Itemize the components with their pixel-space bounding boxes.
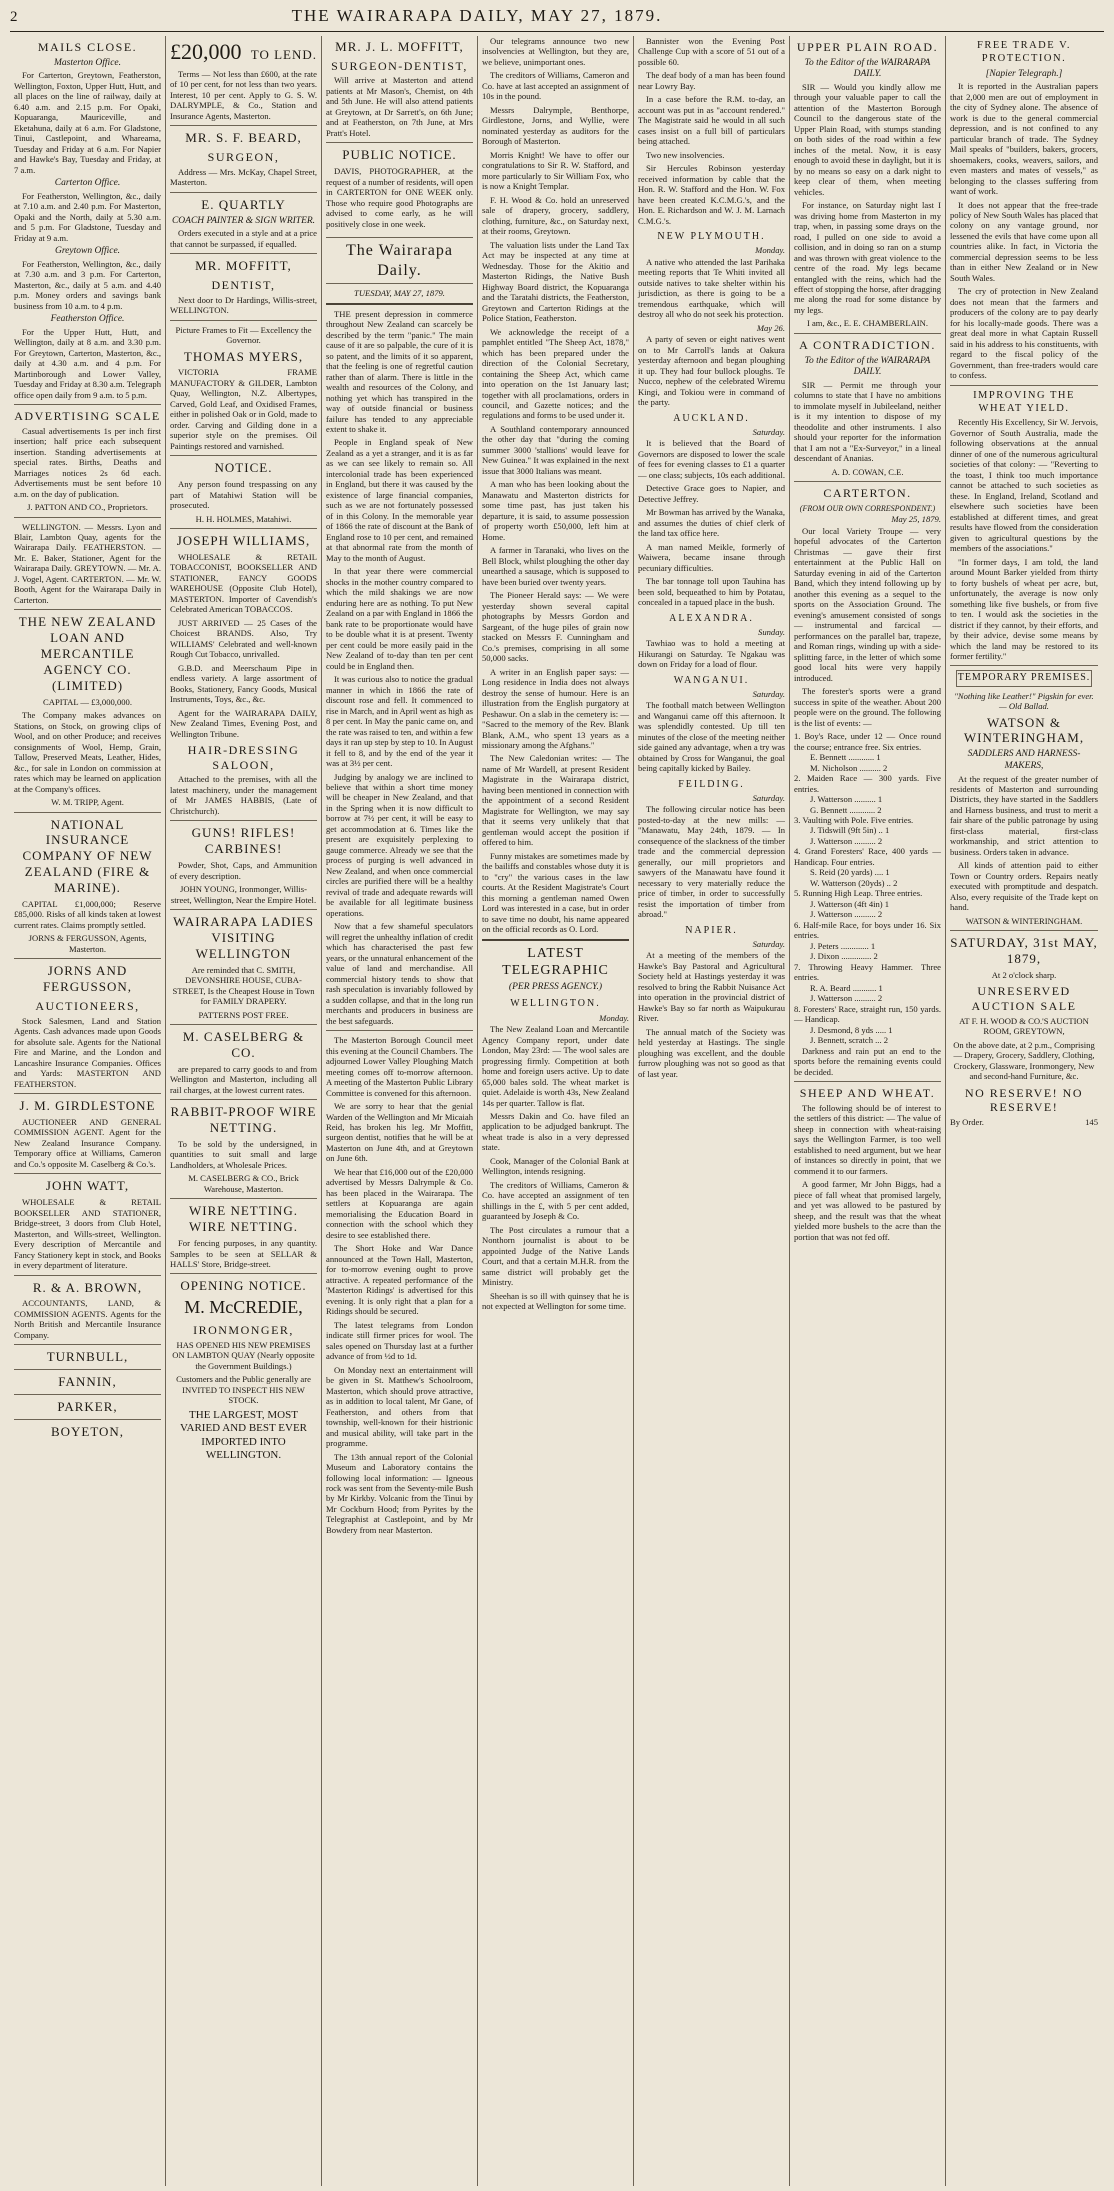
jorns-sub: AUCTIONEERS, [35,998,140,1013]
wire-text: For fencing purposes, in any quantity. Samples to be seen at SELLAR & HALLS' Store, Bridge-street. [170,1238,317,1269]
result-placing: R. A. Beard ........... 1 [810,982,883,993]
place-new-plymouth: NEW PLYMOUTH. [657,231,766,243]
news-item: The valuation lists under the Land Tax Act may be inspected at any time at Wednesday. Those for the Akitio and Masterton Ridings, the Native Bush Highway Board district, the Kopuaranga and the Taratahi districts, the Featherston, Greytown and Carterton Ridings at the Police Station, Featherston. [482,239,629,324]
road-sign: I am, &c., E. E. CHAMBERLAIN. [806,318,928,329]
money-news: We hear that £16,000 out of the £20,000 advertised by Messrs Dalrymple & Co. has been placed in the Wairarapa. The settlers at Kopuaranga are again memorialising the Education Board in connection with the school which they desire to see established there. [326,1166,473,1240]
monday-news: On Monday next an entertainment will be given in St. Matthew's Schoolroom, Masterton, which should prove attractive, as in addition to local talent, Mr Gane, of Featherston, and others from that township, well-known for their histrionic and musical ability, will take part in the programme. [326,1364,473,1449]
day-label: Saturday. [752,939,785,949]
result-placing: J. Watterson .......... 2 [810,909,883,920]
news-item: Morris Knight! We have to offer our congratulations to Sir R. W. Stafford, and more particularly to Sir William Fox, who is now a Knight Templar. [482,149,629,192]
myers-text: VICTORIA FRAME MANUFACTORY & GILDER, Lambton Quay, Wellington, N.Z. Albertypes, Carved, Gold Leaf, and Oxidised Frames, either in polished Oak or in Gold, made to order. Carving and Gilding done in a superior style on the premises. Oil Paintings restored and varnished. [170,367,317,451]
jorns-text: Stock Salesmen, Land and Station Agents. Cash advances made upon Goods for absolute sale. Agents for the National Fire and Marine, and the London and Lancashire Insurance Companies. Offices and Yards: MASTERTON AND FEATHERSTON. [14,1015,161,1089]
carterton-text: The forester's sports were a grand success in spite of the weather. About 200 people were on the ground. The following is the list of events: — [794,686,941,728]
nzla-text: The Company makes advances on Stations, on Stock, on growing clips of Wool, and on other Produce; and receives consignments of Wool, Hemp, Grain, Tallow, Preserved Meats, Leather, Hides, &c., for sale in London on commission at rates which may be learned on application at the Company's offices. [14,710,161,794]
featherston-office-heading: Featherston Office. [50,314,125,325]
telegram-item: Tawhiao was to hold a meeting at Hikurangi on Saturday. Te Ngakau was down on Friday for a load of flour. [638,638,785,670]
wheat-heading: IMPROVING THE WHEAT YIELD. [973,389,1075,414]
news-item: The New Caledonian writes: — The name of Mr Wardell, at present Resident Magistrate in the Wairarapa district, having been mentioned in connection with the appointment of a second Resident Magistrate for Wellington, we may say that it seems very unlikely that that gentleman would accept the position if offered to him. [482,753,629,848]
ww-sub: SADDLERS AND HARNESS-MAKERS, [967,749,1081,771]
telegram-item: Two new insolvencies. [646,149,725,160]
ladies-heading: WAIRARAPA LADIES VISITING WELLINGTON [173,914,314,961]
freetrade-source: [Napier Telegraph.] [985,68,1063,79]
moffitt-surgeon-heading: MR. J. L. MOFFITT, [335,39,464,54]
place-wellington: WELLINGTON. [510,998,601,1010]
result-placing: J. Watterson (4ft 4in) 1 [810,898,890,909]
greytown-office-heading: Greytown Office. [54,246,121,257]
telegram-item: In a case before the R.M. to-day, an account was put in as "account rendered." The Magistrate said he would in all such cases insist on a full bill of particulars being attached. [638,94,785,147]
ww-text: At the request of the greater number of residents of Masterton and surrounding Districts, they have started in the Saddlers and Harness business, and trust to merit a fair share of the public patronage by using first-class material, first-class workmanship, and strict attention to business. Orders taken in advance. [950,773,1098,857]
mccredie-heading: M. McCREDIE, [184,1297,303,1318]
contradiction-heading: A CONTRADICTION. [799,337,936,352]
result-placing: E. Bennett ............ 1 [810,752,881,763]
result-event: 1. Boy's Race, under 12 — Once round the course; entrance free. Six entries. [794,731,941,752]
temporary-premises-quote: "Nothing like Leather!" Pigskin for ever. — Old Ballad. [954,690,1094,712]
featherston-mails-text: For the Upper Hutt, Hutt, and Wellington, daily at 8 a.m. and 3.30 p.m. For Greytown, Carterton, Masterton, &c., daily at 4.30 a.m. and 4 p.m. For Martinborough and Lower Valley, Tuesday and Friday at 8.30 a.m. Telegraph office open daily from 9 a.m. to 5 p.m. [14,326,161,400]
place-alexandra: ALEXANDRA. [669,612,754,624]
telegram-item: Messrs Dakin and Co. have filed an application to be adjudged bankrupt. The wheat trade is also in a very depressed state. [482,1111,629,1153]
result-placing: G. Bennett ............ 2 [810,804,882,815]
guns-heading: GUNS! RIFLES! CARBINES! [191,825,296,857]
telegram-item: A native who attended the last Parihaka meeting reports that Te Whiti invited all outside natives to take shelter within his jurisdiction, as there is going to be a tremendous earthquake, which will destroy all who do not seek his protection. [638,256,785,320]
paper-date: TUESDAY, MAY 27, 1879. [354,288,445,299]
sheep-text: A good farmer, Mr John Biggs, had a piece of fall wheat that promised largely, and yet was allowed to be pastured by sheep, and the result was that the wheat yielded more bushels to the acre than the portion that was not fed off. [794,1179,941,1242]
place-feilding: FEILDING. [678,778,745,790]
notice-sign: H. H. HOLMES, Matahiwi. [195,513,292,524]
carterton-text: Our local Variety Troupe — very hopeful advocates of the Carterton Christmas — gave their first entertainment at the Public Hall on Saturday evening in aid of the Carterton Band, which they intend following up by another this evening as a sequel to the sports on the Association Ground. The evening's amusement consisted of songs — instrumental and farcical — performances on the parallel bar, trapeze, and Roman rings, winding up with a side-splitting farce, in the letter of which some good local hits were very happily introduced. [794,525,941,683]
williams-heading: JOSEPH WILLIAMS, [176,533,311,549]
leader-para-4: It was curious also to notice the gradual manner in which in 1866 the rate of discount rose and fell. It commenced to rise in March, and in April went as high as 8 per cent. In May the panic came on, and the rate was raised to ten, and within a few days it ran up step by step to 10. In August it fell to 8, and by the end of the year it was at 3½ per cent. [326,674,473,769]
sale-sign: By Order. [950,1116,984,1127]
news-item: Our telegrams announce two new insolvencies at Wellington, but they are, we believe, unimportant ones. [482,36,629,67]
moffitt-surgeon-sub: SURGEON-DENTIST, [331,58,468,73]
notice-heading: NOTICE. [214,460,273,476]
result-event: 5. Running High Leap. Three entries. [794,888,923,899]
column-1 [10,36,166,2186]
day-label: Sunday. [758,626,785,637]
parker-heading: PARKER, [57,1399,118,1415]
road-letter: For instance, on Saturday night last I was driving home from Masterton in my trap, when, in passing some drays on the road, I pulled on one side to avoid a collision, and in doing so ran on a stump and was thrown with great violence to the centre of the road. My legs became entangled with the reins, which had the effect of stopping the horse, after dragging me along the road for some distance by my legs. [794,200,941,315]
stock-text: G.B.D. and Meerschaum Pipe in endless variety. A large assortment of Books, Stationery, Fancy Goods, Musical Instruments, Toys, &c., &c. [170,662,317,705]
national-heading: NATIONAL INSURANCE COMPANY OF NEW ZEALAND (FIRE & MARINE). [22,816,153,895]
sale-reserve: NO RESERVE! NO RESERVE! [964,1085,1084,1115]
telegraphic-sub: (PER PRESS AGENCY.) [508,981,603,992]
day-label: Saturday. [752,688,785,699]
national-text: CAPITAL £1,000,000; Reserve £85,000. Risks of all kinds taken at lowest current rates. Claims promptly settled. [14,898,161,930]
place-napier: NAPIER. [685,924,738,936]
jorns-heading: JORNS AND FERGUSSON, [42,963,133,995]
temporary-premises-heading: TEMPORARY PREMISES. [956,670,1092,686]
telegram-item: The bar tonnage toll upon Tauhina has been sold, bequeathed to him by Potatau, concealed in a tapued place in the bush. [638,576,785,608]
sale-heading: UNRESERVED AUCTION SALE [971,984,1077,1014]
hair-text: Attached to the premises, with all the latest machinery, under the management of Mr JAMES HABBIS, (Late of Christchurch). [170,774,317,816]
masterton-mails-text: For Carterton, Greytown, Featherston, Wellington, Foxton, Upper Hutt, Hutt, and all places on the line of railway, daily at 6.40 a.m. and 2.15 p.m. For Opaki, Kopuaranga, Mauriceville, and Eketahuna, daily at 6 a.m. For Gladstone, Tinui, Castlepoint, and Whareama, Tuesday and Friday at 6 a.m. For Napier and Hawke's Bay, Tuesday and Friday, at 7 a.m. [14,70,161,175]
freetrade-text: It is reported in the Australian papers that 2,000 men are out of employment in the city of Sydney alone. The absence of work is due to the general commercial depression, and is not confined to any particular branch of trade. The Sydney Mail speaks of "builders, bakers, grocers, shoemakers, cooks, weavers, sailors, and even masters and mates of vessels," as belonging to the classes suffering from want of work. [950,81,1098,197]
brown-heading: R. & A. BROWN, [32,1279,143,1295]
paper-title: The Wairarapa Daily. [326,237,473,284]
sale-date: SATURDAY, 31st MAY, 1879, [950,935,1098,967]
news-item: A writer in an English paper says: — Long residence in India does not always destroy the sense of humour. Here is an illustration from the English purgatory at Peshawur. On a slab in the cemetery is: — "Sacred to the memory of the Rev. Blank Blank, A.M., who spent 13 years as a missionary among the Afghans." [482,666,629,750]
fannin-heading: FANNIN, [58,1374,117,1390]
moffitt-dentist-heading: MR. MOFFITT, [195,258,292,274]
ladies-text: Are reminded that C. SMITH, DEVONSHIRE HOUSE, CUBA-STREET, Is the Cheapest House in Town for FAMILY DRAPERY. [172,964,315,1007]
freetrade-text: It does not appear that the free-trade policy of New South Wales has placed that colony on any vantage ground, nor lessened the evils that have come upon all countries alike. In fact, in Victoria the commercial depression seems to be less than in either New Zealand or in New South Wales. [950,199,1098,283]
telegram-item: A man named Meikle, formerly of Waiwera, became insane through pecuniary difficulties. [638,541,785,573]
wire-heading: WIRE NETTING. WIRE NETTING. [188,1203,299,1235]
rabbit-heading: RABBIT-PROOF WIRE NETTING. [170,1104,317,1136]
masthead [10,6,1104,32]
sports-results [794,731,941,1046]
guns-text: Powder, Shot, Caps, and Ammunition of every description. [170,860,317,881]
telegram-news: The latest telegrams from London indicate still firmer prices for wool. The sales opened on Thursday last at a further advance of from ½d to 1d. [326,1319,473,1362]
sale-number: 145 [1085,1116,1098,1127]
result-placing: J. Dixon .............. 2 [810,951,878,962]
moffitt-dentist-text: Next door to Dr Hardings, Willis-street, WELLINGTON. [170,294,317,316]
page-number: 2 [10,9,18,25]
contradiction-letter: SIR — Permit me through your columns to state that I have no ambitions to immolate myself in Jubileeland, neither is it my intention to dispose of my theodolite and other instruments. I also should your reporter for the information that I am not a "Ex-Surveyor," in a lineal descendant of Ananias. [794,379,941,464]
result-placing: J. Peters ............. 1 [810,940,876,951]
beard-sub: SURGEON, [207,150,280,165]
result-event: 8. Foresters' Race, straight run, 150 yards. — Handicap. [794,1003,941,1025]
freetrade-text: The cry of protection in New Zealand does not mean that the farmers and producers of the colony are to pay dearly for his locally-made goods. There was a great deal more in what Captain Russell said in his address to his constituents, with regard to the fiscal policy of the Government, than free-traders would care to confess. [950,286,1098,381]
girdlestone-text: AUCTIONEER AND GENERAL COMMISSION AGENT. Agent for the New Zealand Insurance Company. Temporary office at Williams, Cameron and Co.'s opposite M. Caselberg & Co.'s. [14,1116,161,1169]
column-2 [166,36,322,2186]
guns-sign: JOHN YOUNG, Ironmonger, Willis-street, Wellington, Near the Empire Hotel. [170,884,317,905]
column-5 [634,36,790,2186]
carterton-end: Darkness and rain put an end to the sports before the remaining events could be decided. [794,1045,941,1077]
leader-para-3: In that year there were commercial shocks in the mother country compared to which the mild shakings we are now enduring here are as nothing. To put New Zealand on a par with England in 1866 the bank rate to be proportionate would have to be double what it is at present. Twenty per cent could be more easily paid in the New Zealand of to-day than ten per cent could be in England then. [326,566,473,671]
hair-heading: HAIR-DRESSING SALOON, [187,743,300,772]
freetrade-heading: FREE TRADE V. PROTECTION. [977,40,1071,64]
telegram-item: Cook, Manager of the Colonial Bank at Wellington, intends resigning. [482,1155,629,1177]
quartly-text: Orders executed in a style and at a price that cannot be surpassed, if equalled. [170,228,317,249]
magistrate-news: We are sorry to hear that the genial Warden of the Wellington and Mr Micaiah Reid, has broken his leg. Mr Moffitt, surgeon dentist, notifies that he will be at Masterton on June 4th, and at Greytown on June 6th. [326,1101,473,1164]
ladies-sign: PATTERNS POST FREE. [198,1009,289,1020]
williams-text: WHOLESALE & RETAIL TOBACCONIST, BOOKSELLER AND STATIONER, FANCY GOODS WAREHOUSE (Opposite Club Hotel), MASTERTON. Importer of Cavendish's Celebrated American TOBACCOS. [170,551,317,615]
agent-text: Agent for the WAIRARAPA DAILY, New Zealand Times, Evening Post, and Wellington Tribune. [170,707,317,739]
greytown-mails-text: For Featherston, Wellington, &c., daily at 7.30 a.m. and 3 p.m. For Carterton, Masterton, &c., daily at 5 a.m. and 4.40 p.m. Money orders and savings bank business from 10 a.m. to 4 p.m. [14,258,161,311]
place-wanganui: WANGANUI. [673,674,750,686]
result-placing: J. Bennett, scratch ... 2 [810,1035,889,1046]
result-event: 2. Maiden Race — 300 yards. Five entries. [794,773,941,794]
carterton-mails-text: For Featherston, Wellington, &c., daily at 7.10 a.m. and 2.40 p.m. For Masterton, Opaki and the North, daily at 5.30 a.m. and 5 p.m. For Gladstone, Tuesday and Friday at 9 a.m. [14,190,161,243]
masthead-title: THE WAIRARAPA DAILY, MAY 27, 1879. [291,6,663,25]
mccredie-invite: Customers and the Public generally are INVITED TO INSPECT HIS NEW STOCK. [176,1374,311,1406]
borough-news: The Masterton Borough Council meet this evening at the Council Chambers. The adjourned Lower Valley Ploughing Match meeting comes off to-morrow afternoon. A meeting of the Masterton Public Library Committee is convened for this afternoon. [326,1035,473,1098]
lend-heading: TO LEND. [250,47,317,62]
market-news: The Short Hoke and War Dance announced at the Town Hall, Masterton, for to-morrow evening ought to prove attractive. A repeated performance of the 'Masterton Ridings' is advertised for this evening. It is only right that a plan for a Ridings should be secured. [326,1243,473,1317]
telegram-item: The New Zealand Loan and Mercantile Agency Company report, under date London, May 23rd: — The wool sales are progressing firmly. Competition at both home and foreign users active. Up to date 65,000 bales sold. The wheat market is quiet. Adelaide is worth 43s, New Zealand 14s per quarter. Tallow is flat. [482,1024,629,1108]
carterton-sub: (FROM OUR OWN CORRESPONDENT.) [799,503,936,513]
columns [10,36,1104,2186]
result-placing: J. Desmond, 8 yds ..... 1 [810,1024,893,1035]
masterton-office-heading: Masterton Office. [53,57,121,68]
news-item: The creditors of Williams, Cameron and Co. have at last accepted an assignment of 10s in the pound. [482,70,629,102]
sale-time: At 2 o'clock sharp. [991,970,1057,980]
result-placing: S. Reid (20 yards) .... 1 [810,867,890,878]
road-to: To the Editor of the WAIRARAPA DAILY. [804,57,931,80]
result-placing: J. Watterson .......... 1 [810,794,883,805]
telegram-item: The creditors of Williams, Cameron & Co. have accepted an assignment of ten shillings in the £, with 5 per cent added, guaranteed by Joseph & Co. [482,1179,629,1222]
brown-text: ACCOUNTANTS, LAND, & COMMISSION AGENTS. Agents for the North British and Mercantile Insurance Company. [14,1298,161,1340]
result-event: 3. Vaulting with Pole. Five entries. [794,815,914,825]
brands-text: JUST ARRIVED — 25 Cases of the Choicest BRANDS. Also, Try WILLIAMS' Celebrated and well-known Rough Cut Tobacco, unrivalled. [170,617,317,660]
frames-text: Picture Frames to Fit — Excellency the Governor. [175,324,312,346]
telegram-item: It is believed that the Board of Governors are disposed to lower the scale of fees for evening classes to £1 a quarter — one class; subjects, 10s each additional. [638,438,786,480]
carterton-office-heading: Carterton Office. [54,178,121,189]
contradiction-to: To the Editor of the WAIRARAPA DAILY. [804,355,931,378]
telegram-item: A party of seven or eight natives went on to Mr Carroll's lands at Oakura yesterday afternoon and began ploughing it up. They had four bullock ploughs. Te Nucco, nephew of the celebrated Wiremu Kingi, and Tokiou were in command of the party. [638,334,785,408]
road-heading: UPPER PLAIN ROAD. [796,40,939,54]
girdlestone-heading: J. M. GIRDLESTONE [19,1097,156,1113]
telegram-item: The deaf body of a man has been found near Lowry Bay. [638,70,785,91]
carterton-date: May 25, 1879. [891,514,941,525]
caselberg-heading: M. CASELBERG & CO. [182,1029,305,1060]
news-item: The Pioneer Herald says: — We were yesterday shown several capital photographs by Messrs Gordon and Sargeant, of the huge piles of grain now stacked on Messrs F. Cunningham and Co.'s premises, comprising in all some 50,000 sacks. [482,590,629,664]
telegram-item: The Post circulates a rumour that a Nonthorn journalist is about to be appointed Judge of the Native Lands Court, and that a certain M.H.R. from the same district will probably get the Ministry. [482,1224,629,1288]
telegram-item: Bannister won the Evening Post Challenge Cup with a score of 51 out of a possible 60. [638,36,785,67]
public-notice-text: DAVIS, PHOTOGRAPHER, at the request of a number of residents, will open in CARTERTON for ONE WEEK only. Those who require good Photographs are advised to come early, as he will positively close in one week. [326,166,474,229]
telegram-item: Sir Hercules Robinson yesterday received information by cable that the Hon. R. W. Stafford and the Hon. W. Fox have been created K.C.M.G.'s, and the Hon. E. Richardson and W. J. M. Larnach C.M.G.'s. [638,163,785,226]
advertising-heading: ADVERTISING SCALE [14,409,161,424]
beard-text: Address — Mrs. McKay, Chapel Street, Masterton. [170,166,317,188]
telegram-item: Sheehan is so ill with quinsey that he is not expected at Wellington for some time. [482,1290,629,1312]
result-event: 6. Half-mile Race, for boys under 16. Six entries. [794,919,941,941]
nzla-heading: THE NEW ZEALAND LOAN AND MERCANTILE AGENCY CO. (LIMITED) [18,614,157,693]
news-item: We acknowledge the receipt of a pamphlet entitled "The Sheep Act, 1878," which has been prepared under the direction of the Colonial Secretary, containing the Sheep Act, which came into operation on the 1st January last; together with all proclamations, orders in council, and Gazette notices; and the regulations and forms to be used under it. [482,326,629,421]
quartly-heading: E. QUARTLY [201,196,286,212]
caselberg-text: are prepared to carry goods to and from Wellington and Masterton, including all rail charges, at the lowest current rates. [170,1063,317,1095]
beard-heading: MR. S. F. BEARD, [185,130,302,146]
leader-para-5: Judging by analogy we are inclined to believe that within a short time money will be cheaper in New Zealand, and that in the Spring when it is now difficult to borrow at 7½ per cent, it will be easy to get accommodation at 6. Times like the present are exquisitely perplexing to gauge commerce. Already we see that the process of purging is well advanced in New Zealand, and when once commercial circles are purified there will be a healthy revival of trade and adequate rewards will be available for all legitimate business operations. [326,771,473,918]
news-item: A Southland contemporary announced the other day that "during the coming summer 3000 'stallions' would leave for New Guinea." It was explained in the next issue that 3000 Italians was meant. [482,423,629,476]
place-auckland: AUCKLAND. [673,412,750,424]
sheep-heading: SHEEP AND WHEAT. [799,1086,936,1101]
moffitt-surgeon-text: Will arrive at Masterton and attend patients at Mr Mason's, Chemist, on 4th and 5th June. He will also attend patients at Greytown, at Dr Sarrett's, on 6th June; and at Featherston, on 7th June, at Mrs Pratt's Hotel. [326,75,473,138]
advertising-text: Casual advertisements 1s per inch first insertion; half price each subsequent insertion. Standing advertisements at special rates. Births, Deaths and Marriages notices 2s 6d each. Advertisements must be sent before 10 a.m. on the day of publication. [14,425,161,499]
mccredie-text: HAS OPENED HIS NEW PREMISES ON LAMBTON QUAY (Nearly opposite the Government Buildings.) [172,1339,315,1371]
result-placing: J. Tidswill (9ft 5in) .. 1 [810,825,890,836]
watt-text: WHOLESALE & RETAIL BOOKSELLER AND STATIONER, Bridge-street, 3 doors from Club Hotel, Masterton, and Wills-street, Wellington. Every description of Mercantile and Fancy Stationery kept in stock, and Books in every department of literature. [14,1197,161,1271]
contradiction-sign: A. D. COWAN, C.E. [831,466,904,477]
watt-heading: JOHN WATT, [45,1178,130,1194]
telegram-item: Mr Bowman has arrived by the Wanaka, and assumes the duties of chief clerk of the land tax office here. [638,507,785,539]
day-label: May 26. [756,322,785,333]
news-item: A farmer in Taranaki, who lives on the Bell Block, whilst ploughing the other day unearthed a sausage, which is supposed to have been buried over twenty years. [482,545,629,587]
advertising-sign: J. PATTON AND CO., Proprietors. [27,502,148,513]
national-sign: JORNS & FERGUSSON, Agents, Masterton. [28,933,147,954]
news-item: F. H. Wood & Co. hold an unreserved sale of drapery, grocery, saddlery, clothing, furniture, &c., on Saturday next, at their rooms, Greytown. [482,194,629,237]
result-placing: J. Watterson .......... 2 [810,835,883,846]
carterton-heading: CARTERTON. [823,486,912,501]
telegram-item: The annual match of the Society was held yesterday at Hastings. The single ploughing was excellent, and the double furrow ploughing was not so good as that of last year. [638,1026,785,1079]
leader-para-1: THE present depression in commerce throughout New Zealand can scarcely be described by the term "panic." The main cause of it are so palpable, the cure of it is so patent, and the limits of it so apparent, that the feeling is one of regretful caution rather than of alarm. There is little in the wealth and resources of the Colony, and nothing yet which has transpired in the way of outside financial or business failure has tended to any appreciable extent to shake it. [326,308,473,434]
quartly-sub: COACH PAINTER & SIGN WRITER. [171,215,316,226]
lend-text: Terms — Not less than £600, at the rate of 10 per cent, for not less than two years. Interest, 10 per cent. Apply to G. S. W. DALRYMPLE, & Co., Station and Insurance Agents, Masterton. [170,68,317,121]
result-placing: J. Watterson .......... 2 [810,993,883,1004]
sale-at: AT F. H. WOOD & CO.'S AUCTION ROOM, GREYTOWN, [959,1015,1089,1037]
ww-text: All kinds of attention paid to either Town or Country orders. Repairs neatly executed with promptitude and despatch. Also, every requisite of the Trade kept on hand. [950,860,1098,913]
sale-text: On the above date, at 2 p.m., Comprising — Drapery, Grocery, Saddlery, Clothing, Crockery, Glassware, Ironmongery, New and second-hand Furniture, &c. [953,1039,1095,1082]
mccredie-foot: THE LARGEST, MOST VARIED AND BEST EVER IMPORTED INTO WELLINGTON. [179,1408,308,1462]
ww-sign: WATSON & WINTERINGHAM. [965,915,1083,926]
mccredie-sub: IRONMONGER, [193,1323,294,1338]
public-notice-heading: PUBLIC NOTICE. [342,147,457,163]
column-4 [478,36,634,2186]
boyeton-heading: BOYETON, [50,1423,125,1439]
turnbull-heading: TURNBULL, [46,1349,129,1365]
news-item: Messrs Dalrymple, Benthorpe, Girdlestone, Jorns, and Wyllie, were nominated yesterday as auditors for the Borough of Masterton. [482,104,629,147]
result-placing: M. Nicholson .......... 2 [810,762,888,773]
lend-amount: £20,000 [170,39,242,64]
notice-text: Any person found trespassing on any part of Matahiwi Station will be prosecuted. [170,479,317,511]
telegraphic-heading: LATEST TELEGRAPHIC [502,945,609,978]
nzla-sign: W. M. TRIPP, Agent. [51,797,124,808]
rabbit-text: To be sold by the undersigned, in quantities to suit small and large Landholders, at Wholesale Prices. [170,1138,317,1170]
telegram-item: The following circular notice has been posted-to-day at the new mills: — "Manawatu, May 24th, 1879. — In consequence of the slackness of the timber trade and the commercial depression generally, our mill proprietors and sawyers of the Manawatu have found it necessary to very materially reduce the price of timber, in order to successfully resist the importation of timber from abroad." [638,804,785,920]
news-item: A man who has been looking about the Manawatu and Masterton districts for some time past, has just taken his departure, it is said, to assume possession of property worth £50,000, left him at Home. [482,479,629,542]
road-letter: SIR — Would you kindly allow me through your valuable paper to call the attention of the Masterton Borough Council to the dangerous state of the Upper Plain Road, with stumps standing on both sides of the road within a few inches of the metal. Now, it is easy enough to avoid these in daylight, but it is by no means so easy on a dark night to keep clear of them, when meeting vehicles. [794,81,941,197]
wheat-text: Recently His Excellency, Sir W. Jervois, Governor of South Australia, made the following observations at the annual dinner of one of the numerous agricultural societies of that colony: — "Reverting to the toast, I think too much importance cannot be attached to such societies as these. In England, Ireland, Scotland and elsewhere such societies have been established at different times, and great results have flowed from the consideration given to agricultural questions by the members of the associations." [950,417,1098,554]
telegram-item: The football match between Wellington and Wanganui came off this afternoon. It was splendidly contested. Up till ten minutes of the close of the meeting neither side gained any advantage, when a try was obtained by Cross for Wanganui, the goal being capitally kicked by Bailey. [638,700,785,774]
day-label: Monday. [755,245,785,256]
column-3 [322,36,478,2186]
annual-news: The 13th annual report of the Colonial Museum and Laboratory contains the following local information: — Igneous rock was sent from the Seventy-mile Bush by Mr Kirkby. Volcanic from the Tinui by Mr Cockburn Hood; from Pyrites by the Telegraphist at Castlepoint, and by Mr Bowdery from near Masterton. [326,1451,473,1535]
column-6 [790,36,946,2186]
telegram-item: At a meeting of the members of the Hawke's Bay Pastoral and Agricultural Society held at Hastings yesterday it was resolved to bring the Rabbit Nuisance Act into operation in the provincial district of Hawke's Bay so far north as Waipukurau River. [638,950,785,1024]
result-event: 4. Grand Foresters' Race, 400 yards — Handicap. Four entries. [794,846,941,867]
opening-heading: OPENING NOTICE. [180,1278,307,1294]
agents-text: WELLINGTON. — Messrs. Lyon and Blair, Lambton Quay, agents for the Wairarapa Daily. FEATHERSTON. — Mr. E. Baker, Stationer, Agent for the Wairarapa Daily. GREYTOWN. — Mr. A. J. Vogel, Agent. CARTERTON. — Mr. W. Booth, Agent for the Wairarapa Daily in Carterton. [14,521,161,605]
day-label: Monday. [599,1012,629,1023]
leader-para-2: People in England speak of New Zealand as a yet a stranger, and it is as far as we can see likely to remain so. All intercolonial trade has been experienced in England, but there it was caused by the existence of large financial companies, such as we are not fortunately possessed of in this Colony. In the memorable year of 1866 the rate of discount at the Bank of England rose to 10 per cent, and remained at that abnormal rate from the month of May to the month of August. [326,437,473,563]
rabbit-sign: M. CASELBERG & CO., Brick Warehouse, Masterton. [188,1173,299,1194]
moffitt-dentist-sub: DENTIST, [211,277,276,292]
wheat-text: "In former days, I am told, the land around Mount Barker yielded from thirty to forty bushels of wheat per acre, but, unfortunately, the average is now only something like five bushels, or from five to ten. I would ask the societies in the district if they cannot, by their efforts, and by their advice, devise some means by which the land may be restored to its former fertility." [950,556,1098,661]
myers-heading: THOMAS MYERS, [183,348,304,364]
ww-heading: WATSON & WINTERINGHAM, [963,714,1085,746]
mails-heading: MAILS CLOSE. [37,40,138,54]
day-label: Saturday. [752,426,785,437]
result-event: 7. Throwing Heavy Hammer. Three entries. [794,961,941,983]
column-7 [946,36,1102,2186]
result-placing: W. Watterson (20yds) .. 2 [810,877,898,888]
leader-para-6: Now that a few shameful speculators will regret the unhealthy inflation of credit which has characterised the past few years, or the unnatural enhancement of the value of land and merchandise. All commercial history tends to show that rash speculation is invariably followed by a sudden collapse, and that in the long run merchants and producers in business are the best safeguards. [326,921,473,1026]
nzla-capital: CAPITAL — £3,000,000. [43,696,132,707]
day-label: Saturday. [752,793,785,803]
news-item: Funny mistakes are sometimes made by the bailiffs and constables whose duty it is to "cry" the various cases in the law courts. At the Resident Magistrate's Court this morning a gentleman named Owen Lord was interested in a case, but in order to save time no doubt, his name appeared on the official records as O. Lord. [482,850,629,935]
telegram-item: Detective Grace goes to Napier, and Detective Jeffrey. [638,483,785,504]
sheep-text: The following should be of interest to the settlers of this district: — The value of sheep in connection with wheat-raising says the Wellington Farmer, is too well established to need argument, but we hear of instances so directly in point, that we commend it to our farmers. [794,1102,941,1176]
